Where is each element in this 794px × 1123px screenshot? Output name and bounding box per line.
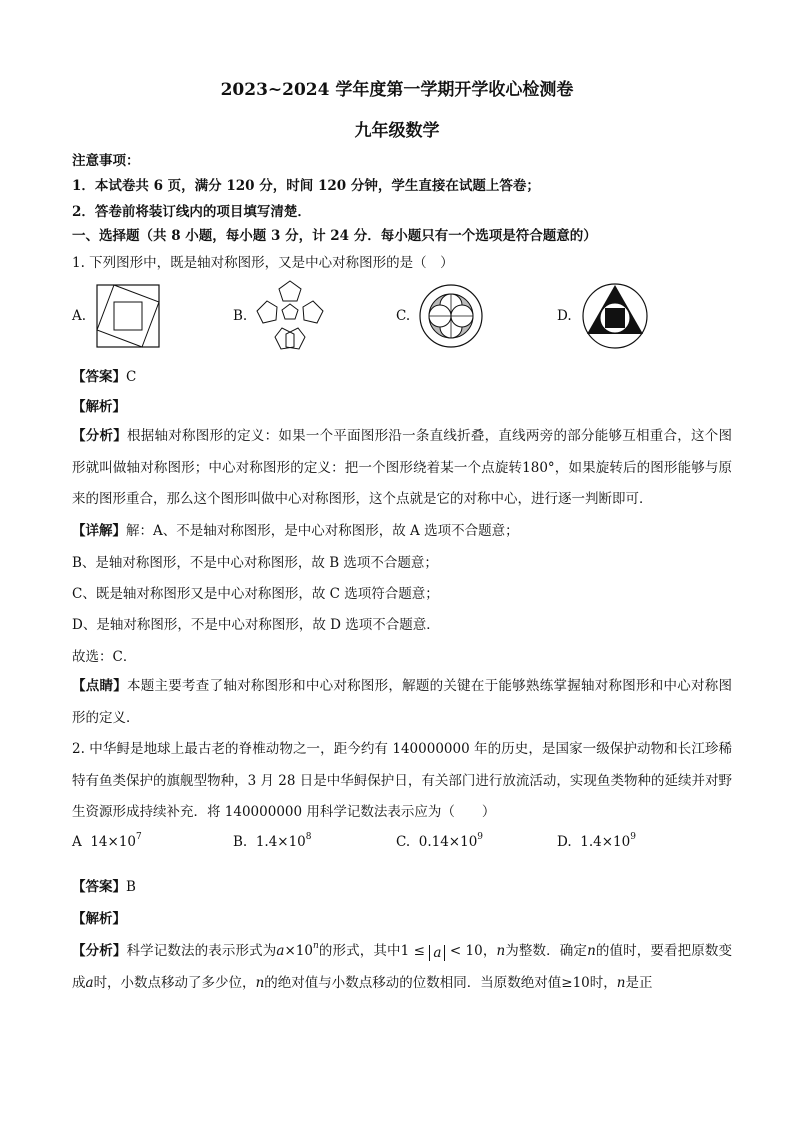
q1-analysis-tag: 【解析】 bbox=[72, 399, 126, 415]
fenxi-text: 的值时，要看把原数变成 bbox=[72, 943, 733, 991]
math-times: ×10 bbox=[284, 943, 313, 959]
q2-answer bbox=[72, 875, 136, 895]
fenxi-text: 时，小数点移动了多少位， bbox=[93, 974, 256, 991]
q1-answer bbox=[72, 365, 136, 385]
option-a-label: A. bbox=[72, 308, 87, 324]
q2-fenxi bbox=[72, 936, 732, 999]
math-var-a: a bbox=[85, 974, 94, 991]
math-var-n: n bbox=[255, 974, 265, 991]
figure-d-triangle-icon bbox=[581, 282, 649, 350]
q1-dianjing-text: 本题主要考查了轴对称图形和中心对称图形，解题的关键在于能够熟练掌握轴对称图形和中心对称图形的定义． bbox=[72, 678, 733, 726]
answer-tag: 【答案】 bbox=[72, 369, 126, 385]
q2-analysis-tag: 【解析】 bbox=[72, 911, 126, 927]
option-d-label: D. bbox=[557, 308, 572, 324]
option-exponent: 8 bbox=[305, 832, 312, 842]
math-var-n: n bbox=[587, 943, 596, 959]
q1-xiangjie-text: 解：A、不是轴对称图形，是中心对称图形，故 A 选项不合题意； bbox=[126, 523, 519, 539]
q2-option-d bbox=[557, 834, 636, 850]
notice-item-2: 2．答卷前将装订线内的项目填写清楚． bbox=[72, 204, 311, 220]
q1-line-d: D、是轴对称图形，不是中心对称图形，故 D 选项不合题意． bbox=[72, 617, 440, 633]
option-b-label: B. bbox=[233, 308, 248, 324]
math-ineq: < 10 bbox=[445, 943, 483, 959]
fenxi-text: ， bbox=[482, 943, 497, 959]
q1-answer-value: C bbox=[126, 369, 137, 385]
q1-line-c: C、既是轴对称图形又是中心对称图形，故 C 选项符合题意； bbox=[72, 586, 439, 602]
fenxi-tag: 【分析】 bbox=[72, 943, 127, 959]
option-c-label: C. bbox=[396, 308, 411, 324]
fenxi-tag: 【分析】 bbox=[72, 428, 128, 444]
fenxi-text: 是正 bbox=[625, 974, 653, 991]
answer-tag: 【答案】 bbox=[72, 879, 126, 895]
q2-answer-value: B bbox=[126, 879, 136, 895]
q2-option-c bbox=[396, 834, 483, 850]
q2-option-a bbox=[72, 834, 142, 850]
option-mantissa: 14×10 bbox=[90, 834, 137, 850]
option-exponent: 9 bbox=[630, 832, 636, 842]
math-abs-a: a bbox=[429, 945, 445, 961]
fenxi-text: 的绝对值与小数点移动的位数相同．当原数绝对值≥10时， bbox=[264, 974, 617, 991]
option-exponent: 9 bbox=[477, 832, 484, 842]
option-label: D. bbox=[557, 834, 572, 850]
dianjing-tag: 【点睛】 bbox=[72, 678, 128, 694]
option-label: B. bbox=[233, 834, 248, 850]
q1-fenxi-text: 根据轴对称图形的定义：如果一个平面图形沿一条直线折叠，直线两旁的部分能够互相重合，这个图形就叫做轴对称图形；中心对称图形的定义：把一个图形绕着某一个点旋转180°，如果旋转后的图形能够与原来的图形重合，那么这个图形叫做中心对称图形，这个点就是它的对称中心，进行逐一判断即可． bbox=[72, 428, 733, 507]
fenxi-text: 科学记数法的表示形式为 bbox=[126, 943, 277, 959]
figure-c-circles-icon bbox=[419, 284, 483, 348]
section-heading: 一、选择题（共 8 小题，每小题 3 分，计 24 分．每小题只有一个选项是符合题意的） bbox=[72, 228, 597, 244]
notice-heading: 注意事项： bbox=[72, 153, 140, 169]
option-label: A bbox=[72, 834, 82, 850]
question-2-stem: 2. 中华鲟是地球上最古老的脊椎动物之一，距今约有 140000000 年的历史，是国家一级保护动物和长江珍稀特有鱼类保护的旗舰型物种，3 月 28 日是中华鲟保护日，有关部门进行放流活动，实现鱼类物种的延续并对野生资源形成持续补充．将 140000000 用科学记数法表示应为（ ） bbox=[72, 741, 732, 820]
q1-fenxi bbox=[72, 421, 732, 516]
q1-line-b: B、是轴对称图形，不是中心对称图形，故 B 选项不合题意； bbox=[72, 555, 438, 571]
q1-xiangjie bbox=[72, 519, 519, 539]
math-var-a: a bbox=[276, 943, 285, 959]
xiangjie-tag: 【详解】 bbox=[72, 523, 126, 539]
figure-a-square-icon bbox=[96, 284, 160, 348]
math-var-n: n bbox=[312, 941, 319, 951]
q1-dianjing bbox=[72, 671, 732, 734]
math-var-n: n bbox=[496, 943, 506, 959]
fenxi-text: 为整数．确定 bbox=[505, 943, 588, 959]
option-label: C. bbox=[396, 834, 411, 850]
option-mantissa: 1.4×10 bbox=[255, 834, 306, 850]
option-exponent: 7 bbox=[136, 832, 142, 842]
figure-b-pentagons-icon bbox=[253, 279, 327, 351]
question-1-stem: 1. 下列图形中，既是轴对称图形，又是中心对称图形的是（ ） bbox=[72, 255, 454, 271]
q2-option-b bbox=[233, 834, 312, 850]
math-ineq: 1 ≤ bbox=[400, 943, 430, 959]
option-mantissa: 1.4×10 bbox=[580, 834, 631, 850]
option-mantissa: 0.14×10 bbox=[418, 834, 478, 850]
page-subtitle: 九年级数学 bbox=[354, 121, 440, 141]
page-title: 2023~2024 学年度第一学期开学收心检测卷 bbox=[220, 80, 574, 100]
fenxi-text: 的形式，其中 bbox=[318, 943, 401, 959]
q1-choose: 故选：C． bbox=[72, 649, 137, 665]
notice-item-1: 1．本试卷共 6 页，满分 120 分，时间 120 分钟，学生直接在试题上答卷； bbox=[72, 178, 540, 194]
math-var-n: n bbox=[616, 974, 626, 991]
